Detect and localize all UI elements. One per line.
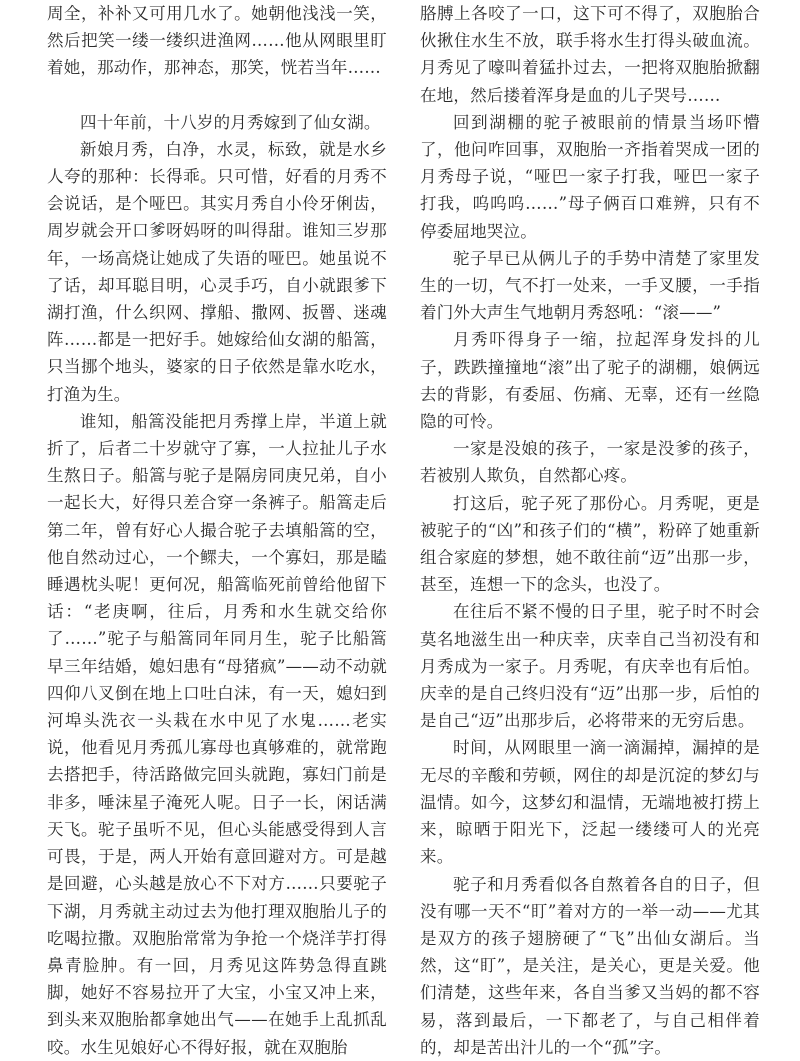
paragraph: 新娘月秀，白净，水灵，标致，就是水乡人夸的那种：长得乖。只可惜，好看的月秀不会说话，是个哑巴。其实月秀自小伶牙俐齿，周岁就会开口爹呀妈呀的叫得甜。谁知三岁那年，一场高烧让她成了失语的哑巴。她虽说不了话，却耳聪目明，心灵手巧，自小就跟爹下湖打渔，什么织网、撑船、撒网、扳罾、迷魂阵……都是一把好手。她嫁给仙女湖的船篙，只当挪个地头，婆家的日子依然是靠水吃水，打渔为生。: [47, 139, 387, 404]
paragraph: 一家是没娘的孩子，一家是没爹的孩子，若被别人欺负，自然都心疼。: [420, 439, 760, 486]
paragraph: 谁知，船篙没能把月秀撑上岸，半道上就折了，后者二十岁就守了寡，一人拉扯儿子水生熬日子。船篙与驼子是隔房同庚兄弟，自小一起长大，好得只差合穿一条裤子。船篙走后第二年，曾有好心人撮合驼子去填船篙的空，他自然动过心，一个鳏夫，一个寡妇，那是瞌睡遇枕头呢！更何况，船篙临死前曾给他留下话：“老庚啊，往后，月秀和水生就交给你了……”驼子与船篙同年同月生，驼子比船篙早三年结婚，媳妇患有“母猪疯”——动不动就四仰八叉倒在地上口吐白沫，有一天，媳妇到河埠头洗衣一头栽在水中见了水鬼……老实说，他看见月秀孤儿寡母也真够难的，就常跑去搭把手，待活路做完回头就跑，寡妇门前是非多，唾沫星子淹死人呢。日子一长，闲话满天飞。驼子虽听不见，但心头能感受得到人言可畏，于是，两人开始有意回避对方。可是越是回避，心头越是放心不下对方……只要驼子下湖，月秀就主动过去为他打理双胞胎儿子的吃喝拉撒。双胞胎常常为争抢一个烧洋芋打得鼻青脸肿。有一回，月秀见这阵势急得直跳脚，她好不容易拉开了大宝，小宝又冲上来，到头来双胞胎都拿她出气——在她手上乱抓乱咬。水生见娘好心不得好报，就在双胞胎: [47, 411, 387, 1057]
paragraph: 时间，从网眼里一滴一滴漏掉，漏掉的是无尽的辛酸和劳顿，网住的却是沉淀的梦幻与温情。如今，这梦幻和温情，无端地被打捞上来，晾晒于阳光下，泛起一缕缕可人的光亮来。: [420, 738, 760, 867]
paragraph: 驼子早已从俩儿子的手势中清楚了家里发生的一切，气不打一处来，一手叉腰，一手指着门外大声生气地朝月秀怒吼：“滚——”: [420, 248, 760, 323]
paragraph: 周全，补补又可用几水了。她朝他浅浅一笑，然后把笑一缕一缕织进渔网……他从网眼里盯着她，那动作，那神态，那笑，恍若当年……: [47, 4, 387, 78]
paragraph-gap: [47, 82, 387, 109]
paragraph: 在往后不紧不慢的日子里，驼子时不时会莫名地滋生出一种庆幸，庆幸自己当初没有和月秀成为一家子。月秀呢，有庆幸也有后怕。庆幸的是自己终归没有“迈”出那一步，后怕的是自己“迈”出那步后，必将带来的无穷后患。: [420, 602, 760, 731]
paragraph: 月秀吓得身子一缩，拉起浑身发抖的儿子，跌跌撞撞地“滚”出了驼子的湖棚，娘俩远去的背影，有委屈、伤痛、无辜，还有一丝隐隐的可怜。: [420, 330, 760, 432]
paragraph: 胳膊上各咬了一口，这下可不得了，双胞胎合伙揪住水生不放，联手将水生打得头破血流。月秀见了嚎叫着猛扑过去，一把将双胞胎掀翻在地，然后搂着浑身是血的儿子哭号……: [420, 4, 760, 105]
left-column: [47, 0, 387, 1061]
paragraph: 驼子和月秀看似各自熬着各自的日子，但没有哪一天不“盯”着对方的一举一动——尤其是双方的孩子翅膀硬了“飞”出仙女湖后。当然，这“盯”，是关注，是关心，更是关爱。他们清楚，这些年来，各自当爹又当妈的都不容易，落到最后，一下都老了，与自己相伴着的，却是苦出汁儿的一个“孤”字。: [420, 874, 760, 1057]
right-column: [420, 0, 760, 1061]
paragraph: 四十年前，十八岁的月秀嫁到了仙女湖。: [80, 112, 381, 132]
paragraph: 回到湖棚的驼子被眼前的情景当场吓懵了，他问咋回事，双胞胎一齐指着哭成一团的月秀母子说，“哑巴一家子打我，哑巴一家子打我，呜呜呜……”母子俩百口难辨，只有不停委屈地哭泣。: [420, 112, 760, 241]
paragraph: 打这后，驼子死了那份心。月秀呢，更是被驼子的“凶”和孩子们的“横”，粉碎了她重新组合家庭的梦想，她不敢往前“迈”出那一步，甚至，连想一下的念头，也没了。: [420, 493, 760, 595]
